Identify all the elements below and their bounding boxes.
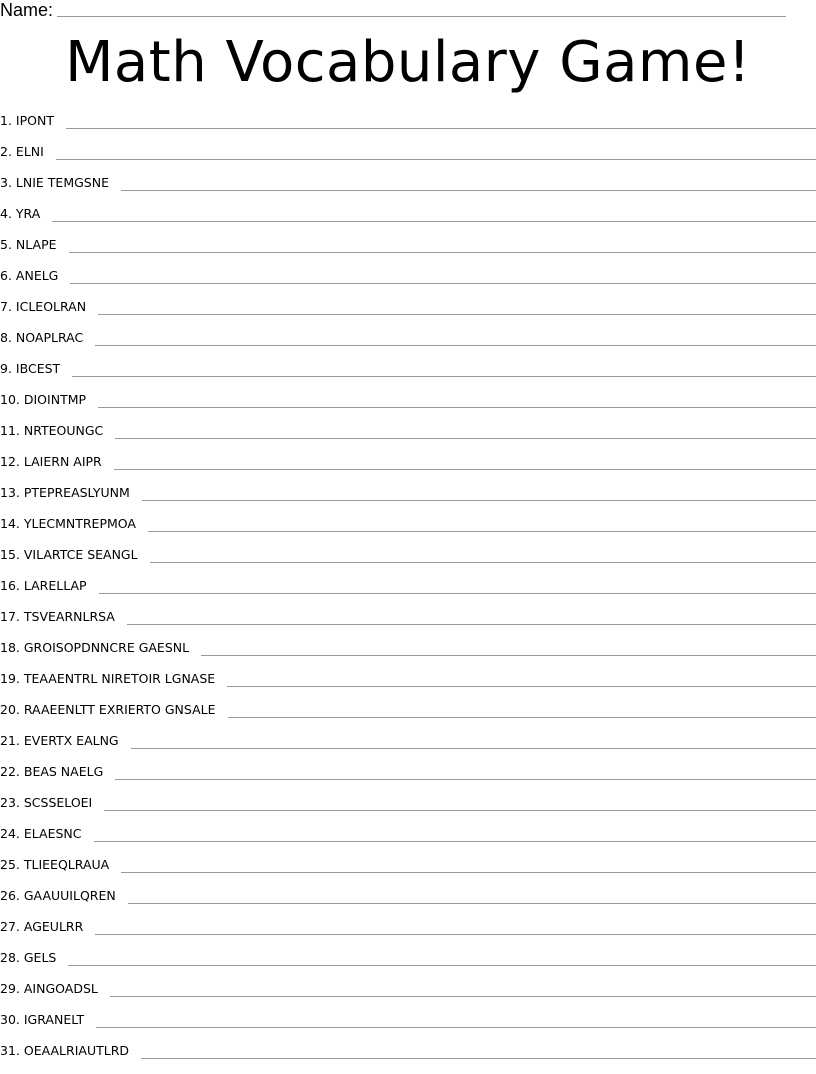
list-item	[0, 113, 816, 144]
list-item	[0, 547, 816, 578]
item-number: 21.	[0, 733, 20, 748]
list-item	[0, 485, 816, 516]
answer-line[interactable]	[94, 826, 816, 842]
list-item	[0, 330, 816, 361]
scrambled-letters: ELAESNC	[24, 826, 82, 841]
item-number: 19.	[0, 671, 20, 686]
answer-line[interactable]	[99, 578, 816, 594]
scrambled-word	[0, 888, 116, 904]
item-number: 26.	[0, 888, 20, 903]
item-number: 17.	[0, 609, 20, 624]
scrambled-letters: IBCEST	[16, 361, 60, 376]
list-item	[0, 361, 816, 392]
scrambled-letters: BEAS NAELG	[24, 764, 103, 779]
item-number: 12.	[0, 454, 20, 469]
answer-line[interactable]	[66, 113, 816, 129]
scrambled-letters: IGRANELT	[24, 1012, 84, 1027]
scrambled-word	[0, 547, 138, 563]
list-item	[0, 516, 816, 547]
scrambled-word	[0, 981, 98, 997]
list-item	[0, 640, 816, 671]
answer-line[interactable]	[115, 764, 816, 780]
scrambled-letters: NRTEOUNGC	[24, 423, 103, 438]
list-item	[0, 299, 816, 330]
scrambled-word	[0, 1043, 129, 1059]
item-number: 16.	[0, 578, 20, 593]
list-item	[0, 857, 816, 888]
item-number: 31.	[0, 1043, 20, 1058]
item-number: 7.	[0, 299, 12, 314]
list-item	[0, 919, 816, 950]
list-item	[0, 578, 816, 609]
item-number: 13.	[0, 485, 20, 500]
list-item	[0, 144, 816, 175]
scrambled-word	[0, 764, 103, 780]
scrambled-letters: GAAUUILQREN	[24, 888, 116, 903]
list-item	[0, 702, 816, 733]
scrambled-word	[0, 392, 86, 408]
answer-line[interactable]	[104, 795, 816, 811]
item-number: 4.	[0, 206, 12, 221]
item-number: 24.	[0, 826, 20, 841]
answer-line[interactable]	[141, 1043, 816, 1059]
scrambled-word	[0, 485, 130, 501]
item-number: 11.	[0, 423, 20, 438]
scrambled-letters: AINGOADSL	[24, 981, 98, 996]
scrambled-word	[0, 671, 215, 687]
list-item	[0, 237, 816, 268]
scrambled-word	[0, 826, 82, 842]
scrambled-word	[0, 950, 56, 966]
item-number: 23.	[0, 795, 20, 810]
item-number: 20.	[0, 702, 20, 717]
answer-line[interactable]	[98, 392, 816, 408]
scrambled-letters: OEAALRIAUTLRD	[24, 1043, 129, 1058]
list-item	[0, 888, 816, 919]
scrambled-letters: EVERTX EALNG	[24, 733, 119, 748]
scrambled-word	[0, 206, 40, 222]
scrambled-word	[0, 919, 83, 935]
answer-line[interactable]	[150, 547, 816, 563]
scrambled-letters: RAAEENLTT EXRIERTO GNSALE	[24, 702, 216, 717]
list-item	[0, 981, 816, 1012]
scrambled-word	[0, 1012, 84, 1028]
answer-line[interactable]	[72, 361, 816, 377]
scrambled-word	[0, 702, 216, 718]
word-list	[0, 113, 816, 1074]
item-number: 28.	[0, 950, 20, 965]
scrambled-word	[0, 609, 115, 625]
list-item	[0, 795, 816, 826]
answer-line[interactable]	[227, 671, 816, 687]
item-number: 9.	[0, 361, 12, 376]
scrambled-letters: ELNI	[16, 144, 44, 159]
item-number: 3.	[0, 175, 12, 190]
answer-line[interactable]	[68, 950, 816, 966]
list-item	[0, 733, 816, 764]
answer-line[interactable]	[56, 144, 816, 160]
scrambled-letters: VILARTCE SEANGL	[24, 547, 138, 562]
item-number: 5.	[0, 237, 12, 252]
list-item	[0, 671, 816, 702]
scrambled-word	[0, 454, 102, 470]
scrambled-word	[0, 175, 109, 191]
item-number: 1.	[0, 113, 12, 128]
list-item	[0, 423, 816, 454]
item-number: 2.	[0, 144, 12, 159]
scrambled-letters: NOAPLRAC	[16, 330, 83, 345]
scrambled-letters: GROISOPDNNCRE GAESNL	[24, 640, 189, 655]
scrambled-letters: TLIEEQLRAUA	[24, 857, 109, 872]
page-title: Math Vocabulary Game!	[0, 30, 816, 96]
scrambled-letters: SCSSELOEI	[24, 795, 92, 810]
scrambled-letters: TSVEARNLRSA	[24, 609, 115, 624]
list-item	[0, 764, 816, 795]
answer-line[interactable]	[115, 423, 816, 439]
scrambled-letters: PTEPREASLYUNM	[24, 485, 130, 500]
name-answer-line[interactable]	[57, 15, 786, 17]
scrambled-word	[0, 516, 136, 532]
name-row	[0, 0, 790, 20]
scrambled-word	[0, 299, 86, 315]
list-item	[0, 206, 816, 237]
scrambled-word	[0, 640, 189, 656]
answer-line[interactable]	[201, 640, 816, 656]
scrambled-letters: LNIE TEMGSNE	[16, 175, 109, 190]
scrambled-letters: TEAAENTRL NIRETOIR LGNASE	[24, 671, 215, 686]
scrambled-letters: GELS	[24, 950, 56, 965]
list-item	[0, 268, 816, 299]
scrambled-word	[0, 268, 58, 284]
item-number: 25.	[0, 857, 20, 872]
list-item	[0, 1043, 816, 1074]
scrambled-letters: ICLEOLRAN	[16, 299, 86, 314]
item-number: 18.	[0, 640, 20, 655]
scrambled-letters: YLECMNTREPMOA	[24, 516, 136, 531]
scrambled-letters: IPONT	[16, 113, 54, 128]
item-number: 10.	[0, 392, 20, 407]
answer-line[interactable]	[114, 454, 816, 470]
scrambled-word	[0, 361, 60, 377]
item-number: 22.	[0, 764, 20, 779]
scrambled-word	[0, 144, 44, 160]
answer-line[interactable]	[131, 733, 816, 749]
scrambled-letters: YRA	[16, 206, 40, 221]
scrambled-letters: NLAPE	[16, 237, 57, 252]
name-label: Name:	[0, 0, 53, 20]
item-number: 29.	[0, 981, 20, 996]
answer-line[interactable]	[148, 516, 816, 532]
scrambled-word	[0, 795, 92, 811]
scrambled-word	[0, 423, 103, 439]
answer-line[interactable]	[69, 237, 816, 253]
scrambled-letters: DIOINTMP	[24, 392, 86, 407]
item-number: 8.	[0, 330, 12, 345]
item-number: 15.	[0, 547, 20, 562]
scrambled-letters: LARELLAP	[24, 578, 87, 593]
answer-line[interactable]	[110, 981, 816, 997]
list-item	[0, 826, 816, 857]
item-number: 14.	[0, 516, 20, 531]
answer-line[interactable]	[95, 919, 816, 935]
answer-line[interactable]	[128, 888, 816, 904]
item-number: 27.	[0, 919, 20, 934]
scrambled-word	[0, 330, 83, 346]
scrambled-word	[0, 113, 54, 129]
list-item	[0, 609, 816, 640]
item-number: 30.	[0, 1012, 20, 1027]
scrambled-word	[0, 578, 87, 594]
answer-line[interactable]	[96, 1012, 816, 1028]
scrambled-word	[0, 857, 109, 873]
list-item	[0, 950, 816, 981]
answer-line[interactable]	[228, 702, 816, 718]
answer-line[interactable]	[142, 485, 816, 501]
answer-line[interactable]	[127, 609, 816, 625]
answer-line[interactable]	[121, 857, 816, 873]
answer-line[interactable]	[70, 268, 816, 284]
answer-line[interactable]	[95, 330, 816, 346]
list-item	[0, 454, 816, 485]
scrambled-letters: AGEULRR	[24, 919, 83, 934]
scrambled-letters: LAIERN AIPR	[24, 454, 102, 469]
scrambled-word	[0, 733, 119, 749]
answer-line[interactable]	[52, 206, 816, 222]
list-item	[0, 1012, 816, 1043]
scrambled-word	[0, 237, 57, 253]
answer-line[interactable]	[121, 175, 816, 191]
item-number: 6.	[0, 268, 12, 283]
scrambled-letters: ANELG	[16, 268, 58, 283]
list-item	[0, 392, 816, 423]
list-item	[0, 175, 816, 206]
answer-line[interactable]	[98, 299, 816, 315]
